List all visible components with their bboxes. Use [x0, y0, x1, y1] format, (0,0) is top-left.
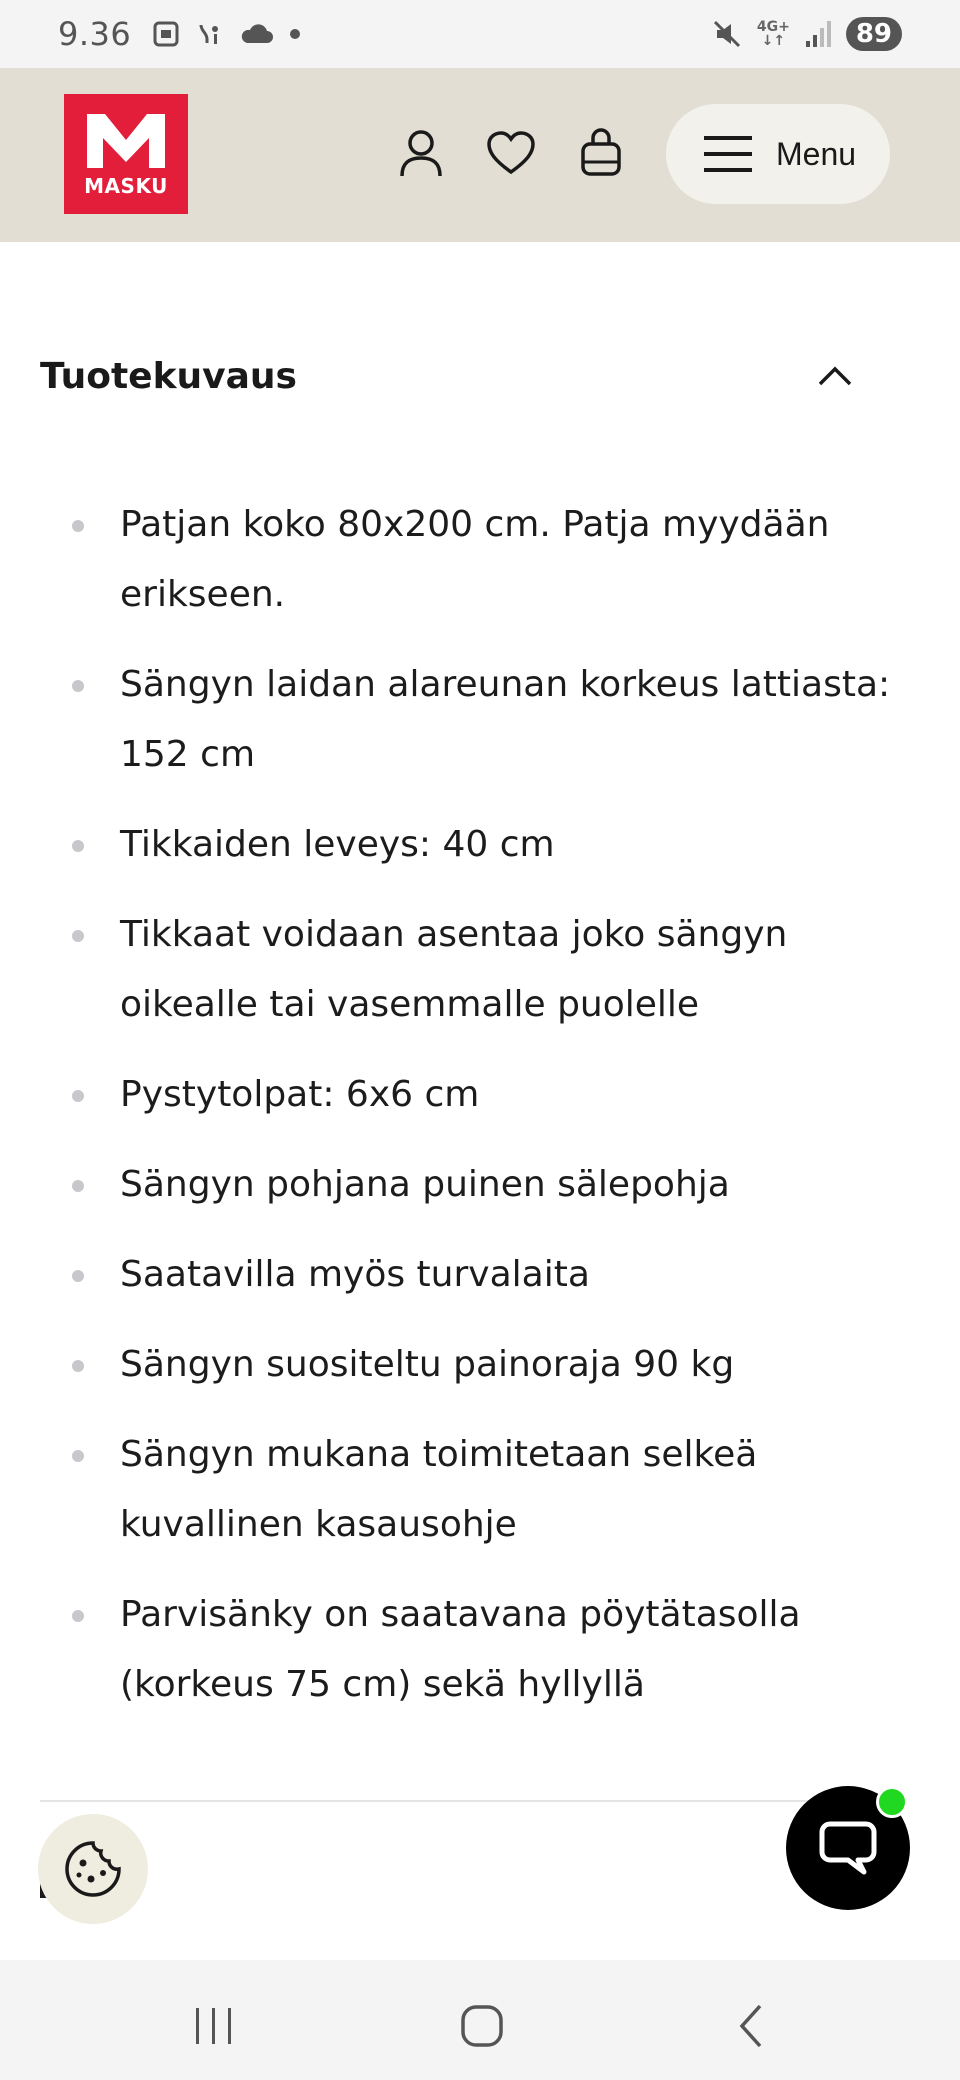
cookie-icon	[63, 1839, 123, 1899]
status-icons-right	[711, 17, 902, 51]
list-item: Saatavilla myös turvalaita	[0, 1240, 960, 1310]
chat-bubble-icon	[816, 1818, 880, 1878]
mute-icon	[711, 18, 743, 50]
chevron-up-icon[interactable]	[816, 364, 854, 388]
cloud-icon	[239, 19, 275, 49]
product-description-list	[0, 490, 960, 1740]
cart-bag-icon[interactable]	[576, 128, 626, 178]
list-item: Tikkaat voidaan asentaa joko sängyn oikealle tai vasemmalle puolelle	[0, 900, 960, 1040]
menu-button[interactable]	[666, 104, 890, 204]
masku-logo[interactable]	[64, 94, 188, 214]
list-item: Parvisänky on saatavana pöytätasolla (korkeus 75 cm) sekä hyllyllä	[0, 1580, 960, 1720]
list-item: Sängyn mukana toimitetaan selkeä kuvallinen kasausohje	[0, 1420, 960, 1560]
cookie-settings-button[interactable]	[38, 1814, 148, 1924]
online-indicator	[876, 1786, 908, 1818]
dot-icon	[289, 28, 301, 40]
list-item: Sängyn suositeltu painoraja 90 kg	[0, 1330, 960, 1400]
status-bar	[0, 0, 960, 68]
home-icon[interactable]	[452, 1996, 512, 2056]
account-icon[interactable]	[396, 128, 446, 178]
notification-icon	[195, 19, 225, 49]
list-item: Pystytolpat: 6x6 cm	[0, 1060, 960, 1130]
screenshot-icon	[151, 19, 181, 49]
list-item: Patjan koko 80x200 cm. Patja myydään erikseen.	[0, 490, 960, 630]
logo-text: MASKU	[84, 174, 168, 198]
list-item: Sängyn laidan alareunan korkeus lattiasta: 152 cm	[0, 650, 960, 790]
list-item: Sängyn pohjana puinen sälepohja	[0, 1150, 960, 1220]
heart-icon[interactable]	[486, 128, 536, 178]
hamburger-icon	[704, 134, 752, 174]
status-icons-left	[151, 19, 301, 49]
battery-indicator: 89	[846, 17, 902, 51]
back-icon[interactable]	[722, 1996, 782, 2056]
recent-apps-icon[interactable]	[184, 1996, 244, 2056]
section-title[interactable]: Tuotekuvaus	[40, 356, 297, 397]
network-indicator: 4G+ ↓↑	[756, 19, 790, 49]
section-divider	[40, 1800, 860, 1802]
list-item: Tikkaiden leveys: 40 cm	[0, 810, 960, 880]
signal-icon	[804, 19, 832, 49]
status-time: 9.36	[58, 15, 132, 53]
system-nav-bar	[0, 1960, 960, 2080]
logo-m-mark	[83, 110, 169, 170]
menu-label: Menu	[776, 135, 857, 172]
site-header	[0, 68, 960, 242]
